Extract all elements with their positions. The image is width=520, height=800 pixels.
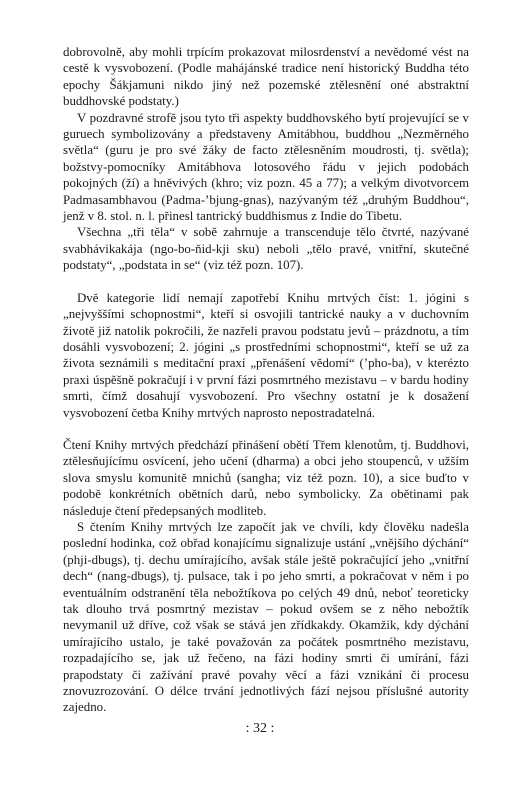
page-number: : 32 : bbox=[245, 721, 275, 736]
paragraph-1: dobrovolně, aby mohli trpícím prokazovat milosrdenství a nevědomé vést na cestě k vysvobození. (Podle mahájánské tradice není historický Buddha této epochy Šákjamuni nikdo jiný než pozemské ztělesnění oné abstraktní buddhovské podstaty.) bbox=[63, 45, 469, 109]
paragraph-5: Čtení Knihy mrtvých předchází přinášení obětí Třem klenotům, tj. Buddhovi, ztělesňujícímu osvícení, jeho učení (dharma) a obci jeho stoupenců, v užším slova smyslu komunitě mnichů (sangha; viz též pozn. 10), a sice buďto v podobě konkrétních obětních darů, nebo symbolicky. Za obětinami pak následuje čtení předepsaných modliteb. bbox=[63, 437, 469, 518]
paragraph-4: Dvě kategorie lidí nemají zapotřebí Knihu mrtvých číst: 1. jógini s „nejvyššími schopnostmi“, kteří si osvojili tantrické nauky a v duchovním životě již natolik pokročili, že nazřeli pravou podstatu jevů – prázdnotu, a tím dosáhli vysvobození; 2. jógini „s prostředními schopnostmi“, kteří se už za života seznámili s meditační praxí „přenášení vědomí“ (’pho-ba), v kterézto praxi úspěšně pokračují i v první fázi posmrtného mezistavu – v bardu hodiny smrti, čímž dosahují vysvobození. Pro všechny ostatní je k dosažení vysvobození četba Knihy mrtvých naprosto nepostradatelná. bbox=[63, 290, 469, 420]
paragraph-2: V pozdravné strofě jsou tyto tři aspekty buddhovského bytí projevující se v guruech symbolizovány a představeny Amitábhou, buddhou „Nezměrného světla“ (guru je pro své žáky de facto ztělesněním moudrosti, tj. světla); božstvy-pomocníky Amitábhova lotosového řádu v jejich podobách pokojných (ží) a hněvivých (khro; viz pozn. 45 a 77); a velkým divotvorcem Padmasambhavou (Padma-’bjung-gnas), nazývaným též „druhým Buddhou“, jenž v 8. stol. n. l. přinesl tantrický buddhismus z Indie do Tibetu. bbox=[63, 110, 469, 224]
paragraph-3: Všechna „tři těla“ v sobě zahrnuje a transcenduje tělo čtvrté, nazývané svabhávikakája (ngo-bo-ňid-kji sku) neboli „tělo pravé, vnitřní, skutečné podstaty“, „podstata in se“ (viz též pozn. 107). bbox=[63, 225, 469, 273]
paragraph-6: S čtením Knihy mrtvých lze započít jak ve chvíli, kdy člověku nadešla poslední hodinka, což obřad konajícímu signalizuje ustání „vnějšího dýchání“ (phji-dbugs), tj. dechu umírajícího, avšak stále ještě pokračující jeho „vnitřní dech“ (nang-dbugs), tj. pulsace, tak i po jeho smrti, a pokračovat v něm i po eventuálním odstranění těla nebožtíkova po celých 49 dnů, neboť teoreticky tak dlouho trvá posmrtný mezistav – pokud ovšem se z něho nebožtík nevymanil už dříve, což však se stává jen zřídkakdy. Okamžik, kdy dýchání umírajícího ustalo, je také považován za počátek posmrtného mezistavu, rozpadajícího se, jak už řečeno, na fázi hodiny smrti či umírání, fázi prapodstaty či zažívání pravé povahy věcí a fázi vznikání či procesu znovuzrozování. O délce trvání jednotlivých fází nejsou příslušné autority zajedno. bbox=[63, 519, 469, 715]
page-body bbox=[63, 44, 469, 716]
